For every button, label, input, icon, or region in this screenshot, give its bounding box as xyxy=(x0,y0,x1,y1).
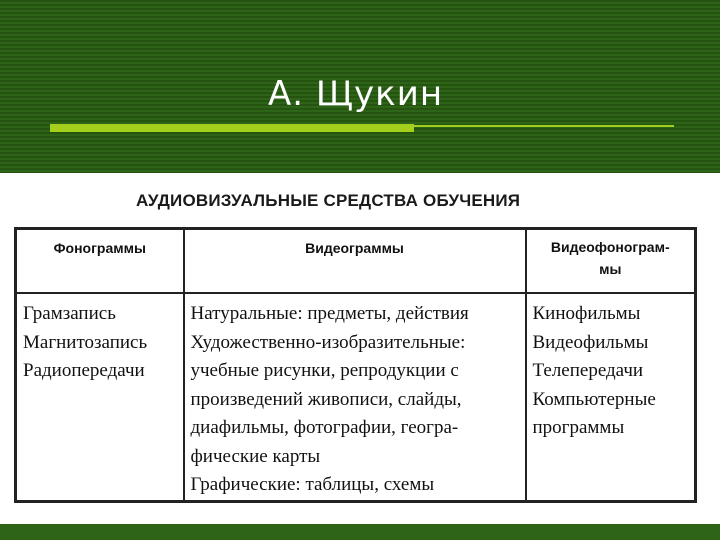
list-item: Компьютерные xyxy=(532,388,656,410)
cell-videophonograms xyxy=(526,293,696,501)
list-item: Телепередачи xyxy=(532,360,644,381)
slide-title: А. Щукин xyxy=(268,74,444,114)
list-item: Натуральные: предметы, действия xyxy=(190,303,469,324)
list-item: Графические: таблицы, схемы xyxy=(190,474,435,495)
list-item: произведений живописи, слайды, xyxy=(190,388,462,410)
list-item: программы xyxy=(532,417,625,438)
title-underline-thin xyxy=(414,125,674,127)
list-item: Магнитозапись xyxy=(23,331,148,353)
header-videophonograms: Видеофонограм- мы xyxy=(526,229,696,294)
title-underline-thick xyxy=(50,124,414,132)
media-table xyxy=(14,227,697,503)
cell-phonograms xyxy=(16,293,184,501)
header-phonograms: Фонограммы xyxy=(16,229,184,294)
table-heading: АУДИОВИЗУАЛЬНЫЕ СРЕДСТВА ОБУЧЕНИЯ xyxy=(136,191,521,210)
list-item: Художественно-изобразительные: xyxy=(190,331,466,353)
table-header-row xyxy=(16,229,696,294)
list-item: Грамзапись xyxy=(23,303,116,324)
cell-videograms xyxy=(184,293,526,501)
list-item: Кинофильмы xyxy=(532,303,641,324)
list-item: Радиопередачи xyxy=(23,360,145,381)
list-item: Видеофильмы xyxy=(532,331,649,353)
list-item: фические карты xyxy=(190,445,321,467)
table-row xyxy=(16,293,696,501)
list-item: диафильмы, фотографии, геогра- xyxy=(190,417,459,438)
header-videograms: Видеограммы xyxy=(184,229,526,294)
bottom-bar xyxy=(0,524,720,540)
list-item: учебные рисунки, репродукции с xyxy=(190,360,459,381)
